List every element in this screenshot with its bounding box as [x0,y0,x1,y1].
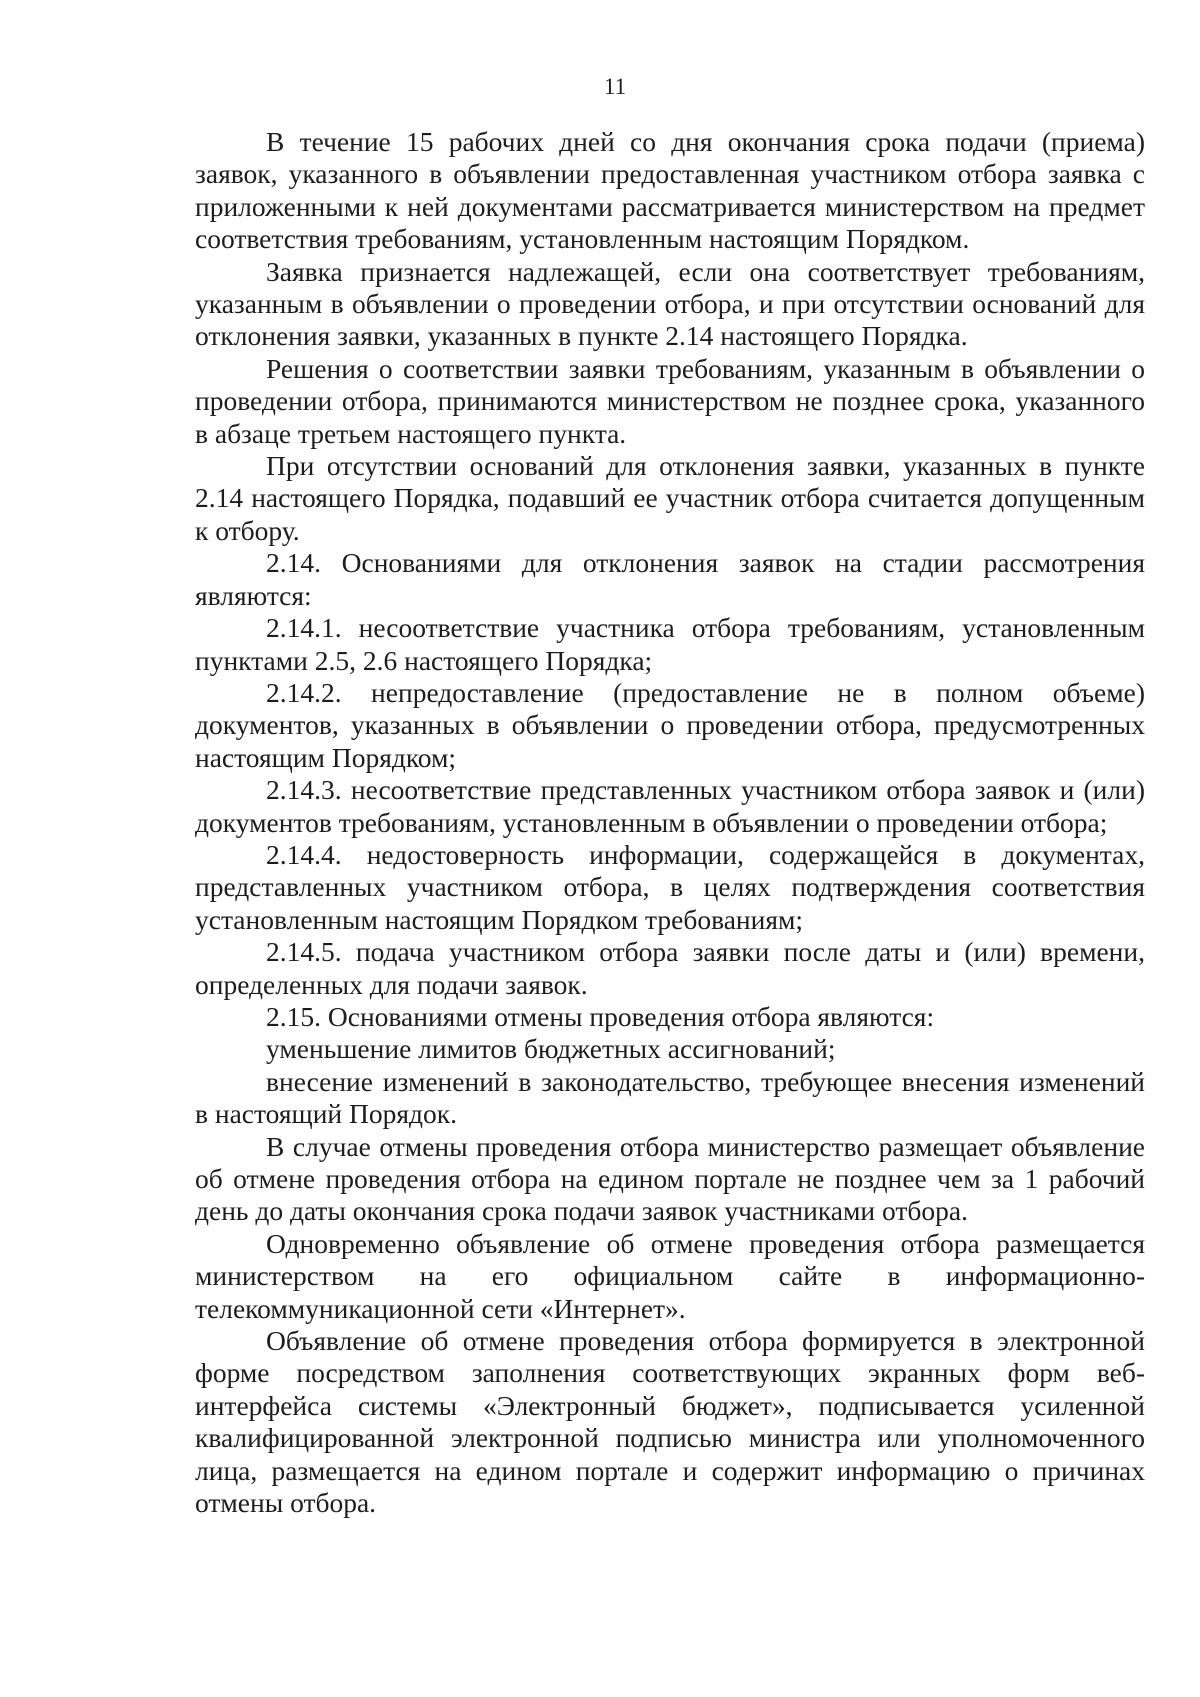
paragraph: Одновременно объявление об отмене проведения отбора размещается министерством на его официальном сайте в информационно-телекоммуникационной сети «Интернет». [195,1227,1145,1324]
paragraph: 2.14.5. подача участником отбора заявки после даты и (или) времени, определенных для подачи заявок. [195,936,1145,1000]
paragraph: Решения о соответствии заявки требованиям, указанным в объявлении о проведении отбора, принимаются министерством не позднее срока, указанного в абзаце третьем настоящего пункта. [195,352,1145,449]
page-number: 11 [603,74,627,99]
paragraph: уменьшение лимитов бюджетных ассигнований; [266,1033,836,1065]
paragraph: внесение изменений в законодательство, требующее внесения изменений в настоящий Порядок. [195,1065,1145,1130]
paragraph: В случае отмены проведения отбора министерство размещает объявление об отмене проведения отбора на едином портале не позднее чем за 1 рабочий день до даты окончания срока подачи заявок участниками отбора. [195,1130,1145,1227]
paragraph: Заявка признается надлежащей, если она соответствует требованиям, указанным в объявлении о проведении отбора, и при отсутствии оснований для отклонения заявки, указанных в пункте 2.14 настоящего Порядка. [195,255,1145,352]
paragraph: 2.14. Основаниями для отклонения заявок на стадии рассмотрения являются: [195,547,1145,611]
paragraph: 2.14.1. несоответствие участника отбора требованиям, установленным пунктами 2.5, 2.6 настоящего Порядка; [195,612,1145,676]
paragraph: В течение 15 рабочих дней со дня окончания срока подачи (приема) заявок, указанного в объявлении предоставленная участником отбора заявка с приложенными к ней документами рассматривается министерством на предмет соответствия требованиям, установленным настоящим Порядком. [195,126,1145,255]
paragraph: 2.14.3. несоответствие представленных участником отбора заявок и (или) документов требованиям, установленным в объявлении о проведении отбора; [195,774,1145,838]
paragraph: 2.14.4. недостоверность информации, содержащейся в документах, представленных участником отбора, в целях подтверждения соответствия установленным настоящим Порядком требованиям; [195,838,1145,935]
paragraph: 2.15. Основаниями отмены проведения отбора являются: [266,1000,935,1032]
document-body [195,126,1145,1519]
paragraph: 2.14.2. непредоставление (предоставление не в полном объеме) документов, указанных в объявлении о проведении отбора, предусмотренных настоящим Порядком; [195,676,1145,773]
paragraph: При отсутствии оснований для отклонения заявки, указанных в пункте 2.14 настоящего Порядка, подавший ее участник отбора считается допущенным к отбору. [195,450,1145,546]
paragraph: Объявление об отмене проведения отбора формируется в электронной форме посредством заполнения соответствующих экранных форм веб-интерфейса системы «Электронный бюджет», подписывается усиленной квалифицированной электронной подписью министра или уполномоченного лица, размещается на едином портале и содержит информацию о причинах отмены отбора. [195,1325,1145,1519]
